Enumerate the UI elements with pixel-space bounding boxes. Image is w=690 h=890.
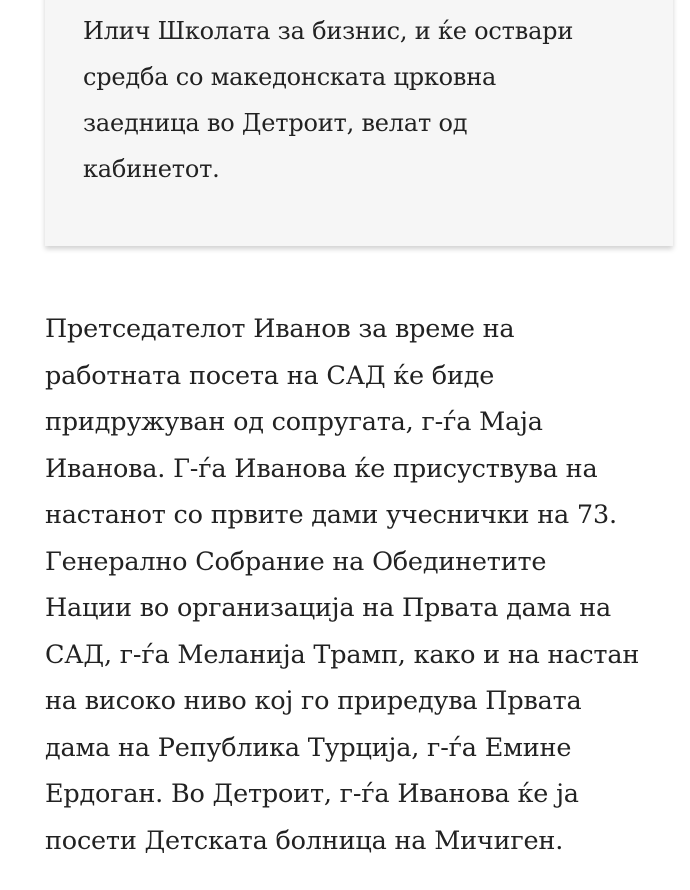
blockquote: [45, 0, 673, 246]
paragraph-line: Иванова. Г-ѓа Иванова ќе присуствува на: [45, 453, 598, 484]
paragraph-line: придружуван од сопругата, г-ѓа Маја: [45, 407, 543, 437]
paragraph-line: Нации во организација на Првата дама на: [45, 593, 611, 623]
paragraph-line: на високо ниво кој го приредува Првата: [45, 686, 582, 716]
paragraph-line: дама на Република Турција, г-ѓа Емине: [45, 732, 572, 763]
paragraph-line: настанот со првите дами учеснички на 73.: [45, 500, 617, 530]
blockquote-line: средба со македонската црковна: [83, 63, 497, 91]
blockquote-text: [83, 8, 643, 192]
paragraph-line: Претседателот Иванов за време на: [45, 314, 515, 344]
blockquote-line: кабинетот.: [83, 155, 220, 183]
paragraph-line: работната посета на САД ќе биде: [45, 360, 495, 391]
blockquote-line: заедница во Детроит, велат од: [83, 109, 468, 137]
paragraph-line: Ердоган. Во Детроит, г-ѓа Иванова ќе ја: [45, 779, 579, 809]
blockquote-line: Илич Школата за бизнис, и ќе оствари: [83, 17, 574, 45]
paragraph-line: Генерално Собрание на Обединетите: [45, 546, 547, 577]
paragraph-line: САД, г-ѓа Меланија Трамп, како и на настан: [45, 639, 640, 670]
article-paragraph: [45, 306, 685, 864]
paragraph-line: посети Детската болница на Мичиген.: [45, 825, 564, 856]
